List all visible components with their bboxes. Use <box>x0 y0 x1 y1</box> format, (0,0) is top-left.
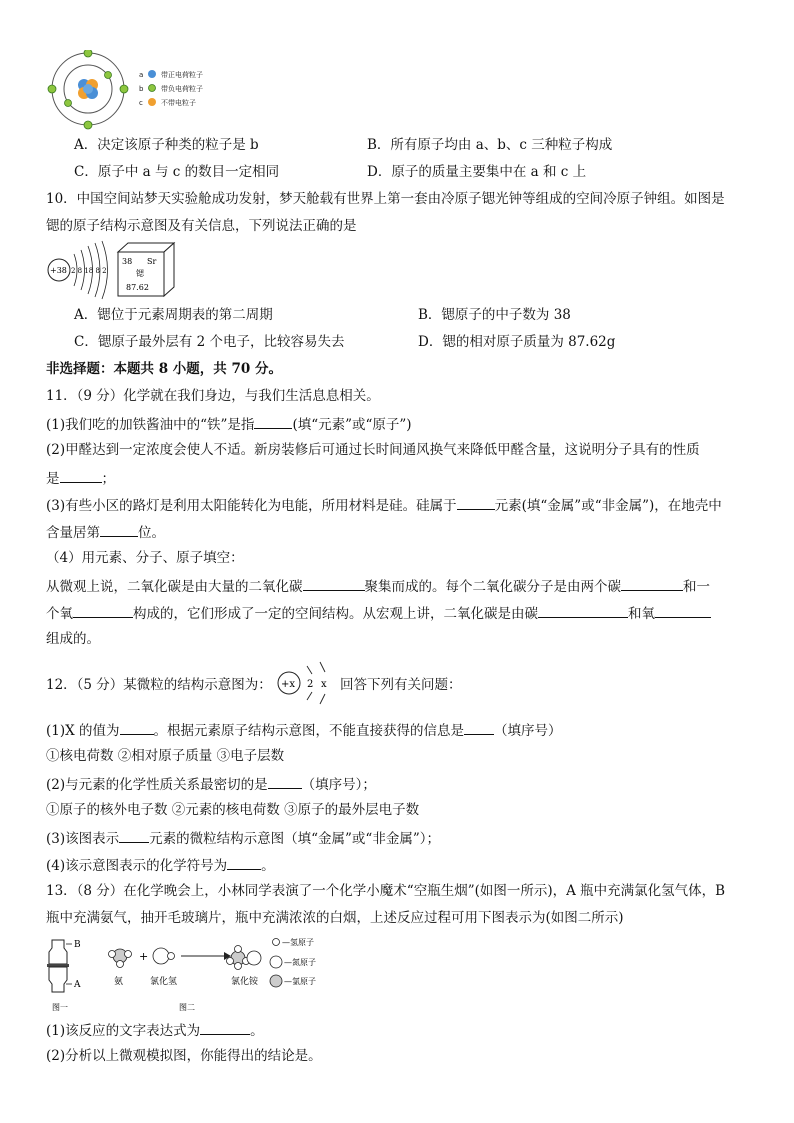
hydrogen-atom <box>125 951 132 958</box>
q12-p1-c: （填序号） <box>494 723 562 739</box>
product-label: 氯化铵 <box>231 977 259 987</box>
legend-proton-icon <box>148 70 156 78</box>
q11-p4-text-c: 和一 <box>683 579 710 595</box>
strontium-figure <box>46 240 206 300</box>
legend-key-b: b <box>139 85 144 93</box>
q11-part2-line2 <box>46 468 115 488</box>
hydrogen-atom <box>235 946 242 953</box>
q11-p4-text-f: 和氧 <box>628 606 655 622</box>
q11-p2-end: ； <box>101 471 115 487</box>
q11-p4-text-e: 构成的，它们形成了一定的空间结构。从宏观上讲，二氧化碳是由碳 <box>133 606 538 622</box>
legend-electron-icon <box>149 85 156 92</box>
q12-part3 <box>46 828 440 848</box>
answer-blank[interactable] <box>254 414 292 429</box>
reaction-figures <box>46 934 336 1016</box>
element-mass: 87.62 <box>126 283 149 292</box>
q11-part3-line1 <box>46 495 722 515</box>
shell-arc <box>307 666 312 674</box>
q13-p1-b: 。 <box>250 1023 264 1039</box>
answer-blank[interactable] <box>268 774 302 789</box>
q10-stem-line2: 锶的原子结构示意图及有关信息，下列说法正确的是 <box>46 218 357 234</box>
q10-option-c: C．锶原子最外层有 2 个电子，比较容易失去 <box>74 334 345 350</box>
legend-nitrogen-icon <box>270 956 282 968</box>
fig2-label: 图二 <box>179 1003 195 1012</box>
q11-intro: 11．（9 分）化学就在我们身边，与我们生活息息相关。 <box>46 388 380 404</box>
answer-blank[interactable] <box>73 603 133 618</box>
q13-stem-line2: 瓶中充满氨气，抽开毛玻璃片，瓶中充满浓浓的白烟，上述反应过程可用下图表示为(如图二所示) <box>46 910 624 926</box>
answer-blank[interactable] <box>200 1020 250 1035</box>
q12-p3-a: (3)该图表示 <box>46 831 120 847</box>
particle-nucleus-label: +x <box>281 679 296 690</box>
legend-text-b: 带负电荷粒子 <box>161 85 203 93</box>
hcl-label: 氯化氢 <box>150 977 178 987</box>
q13-part2: (2)分析以上微观模拟图，你能得出的结论是。 <box>46 1048 322 1064</box>
chlorine-atom <box>153 948 169 964</box>
q12-p1-options: ①核电荷数 ②相对原子质量 ③电子层数 <box>46 748 285 764</box>
q11-p3-end: 位。 <box>138 525 165 541</box>
legend-chlorine-icon <box>270 975 282 987</box>
q11-part4-line2 <box>46 603 711 623</box>
answer-blank[interactable] <box>227 855 261 870</box>
shell2-count: x <box>321 679 327 690</box>
q10-option-a: A．锶位于元素周期表的第二周期 <box>74 307 273 323</box>
q11-p2-text: 是 <box>46 471 60 487</box>
legend-nitrogen: —氮原子 <box>284 958 316 967</box>
q11-part1 <box>46 414 412 434</box>
element-name: 锶 <box>136 269 144 278</box>
legend-chlorine: —氯原子 <box>284 977 316 986</box>
q11-p4-text-a: 从微观上说，二氧化碳是由大量的二氧化碳 <box>46 579 303 595</box>
q12-p1-a: (1)X 的值为 <box>46 723 120 739</box>
shell1-count: 2 <box>307 679 314 690</box>
electron <box>84 121 92 129</box>
shell-arc <box>320 662 325 672</box>
q10-option-b: B．锶原子的中子数为 38 <box>418 307 571 323</box>
hydrogen-atom <box>117 961 124 968</box>
proton <box>83 84 93 94</box>
q10-stem-line1: 10．中国空间站梦天实验舱成功发射，梦天舱载有世界上第一套由冷原子锶光钟等组成的空间冷原子钟组。如图是 <box>46 191 725 207</box>
q12-p2-options: ①原子的核外电子数 ②元素的核电荷数 ③原子的最外层电子数 <box>46 802 420 818</box>
particle-structure-figure <box>272 660 334 706</box>
q12-part1 <box>46 720 562 740</box>
q13-stem-line1: 13．（8 分）在化学晚会上，小林同学表演了一个化学小魔术“空瓶生烟”(如图一所示)，A 瓶中充满氯化氢气体，B <box>46 883 726 899</box>
hydrogen-atom <box>168 953 175 960</box>
q12-part4 <box>46 855 275 875</box>
legend-neutron-icon <box>148 98 156 106</box>
chlorine-atom <box>247 951 261 965</box>
sr-nucleus-label: +38 <box>50 266 67 275</box>
reaction-svg <box>46 934 336 1016</box>
bottle-b-label: B <box>74 940 81 950</box>
bottle-b <box>49 940 67 964</box>
q13-p1-a: (1)该反应的文字表达式为 <box>46 1023 201 1039</box>
electron <box>120 85 128 93</box>
electron <box>48 85 56 93</box>
atom-structure-figure <box>44 50 214 130</box>
q11-p4-line3: 组成的。 <box>46 631 100 647</box>
particle-structure-svg <box>272 660 334 706</box>
q11-p1-hint: (填“元素”或“原子”) <box>292 417 412 433</box>
q11-p3-hint: 元素(填“金属”或“非金属”)，在地壳中 <box>494 498 722 514</box>
q11-p4-title: （4）用元素、分子、原子填空： <box>46 550 244 566</box>
legend-text-a: 带正电荷粒子 <box>161 71 203 79</box>
element-symbol: Sr <box>147 257 157 266</box>
plus-sign: + <box>139 950 149 963</box>
q13-part1 <box>46 1020 264 1040</box>
electron <box>105 72 112 79</box>
q12-p2-a: (2)与元素的化学性质关系最密切的是 <box>46 777 268 793</box>
legend-text-c: 不带电粒子 <box>161 99 196 107</box>
fig1-label: 图一 <box>52 1003 68 1012</box>
answer-blank[interactable] <box>60 468 102 483</box>
q9-option-a: A．决定该原子种类的粒子是 b <box>74 137 259 153</box>
answer-blank[interactable] <box>457 495 495 510</box>
q9-option-c: C．原子中 a 与 c 的数目一定相同 <box>74 164 280 180</box>
legend-key-c: c <box>139 99 143 107</box>
q12-intro-after: 回答下列有关问题： <box>340 677 462 693</box>
answer-blank[interactable] <box>120 720 154 735</box>
q11-p1-text: (1)我们吃的加铁酱油中的“铁”是指 <box>46 417 255 433</box>
q12-p4-a: (4)该示意图表示的化学符号为 <box>46 858 228 874</box>
q12-p2-b: （填序号）； <box>301 777 376 793</box>
q11-part4-line1 <box>46 576 710 596</box>
answer-blank[interactable] <box>655 603 711 618</box>
q11-p2-line1: (2)甲醛达到一定浓度会使人不适。新房装修后可通过长时间通风换气来降低甲醛含量，这说明分子具有的性质 <box>46 442 700 458</box>
element-number: 38 <box>122 257 133 266</box>
q9-option-b: B．所有原子均由 a、b、c 三种粒子构成 <box>367 137 613 153</box>
bottle-a-label: A <box>74 980 81 990</box>
q12-intro-text: 12．（5 分）某微粒的结构示意图为： <box>46 677 272 693</box>
q12-p1-b: 。根据元素原子结构示意图，不能直接获得的信息是 <box>153 723 465 739</box>
q10-option-d: D．锶的相对原子质量为 87.62g <box>418 334 616 350</box>
legend-hydrogen-icon <box>273 939 280 946</box>
electron <box>84 50 92 57</box>
sr-shell-electrons: 2 8 18 8 2 <box>71 267 107 275</box>
q9-option-d: D．原子的质量主要集中在 a 和 c 上 <box>367 164 587 180</box>
q11-p4-text-b: 聚集而成的。每个二氧化碳分子是由两个碳 <box>364 579 621 595</box>
ammonia-label: 氨 <box>114 977 124 987</box>
shell-arc <box>320 694 325 704</box>
q11-part3-line2 <box>46 522 165 542</box>
bottle-a <box>49 967 67 992</box>
hydrogen-atom <box>227 958 234 965</box>
shell-arc <box>307 692 312 700</box>
legend-hydrogen: —氢原子 <box>282 938 314 947</box>
q12-p4-b: 。 <box>261 858 275 874</box>
answer-blank[interactable] <box>621 576 683 591</box>
q11-p3-text2: 含量居第 <box>46 525 100 541</box>
q11-p3-text: (3)有些小区的路灯是利用太阳能转化为电能，所用材料是硅。硅属于 <box>46 498 457 514</box>
strontium-svg <box>46 240 206 300</box>
hydrogen-atom <box>109 951 116 958</box>
section-header: 非选择题：本题共 8 小题，共 70 分。 <box>46 361 282 377</box>
element-card-side <box>164 243 174 296</box>
atom-structure-svg <box>44 50 214 130</box>
q12-part2 <box>46 774 376 794</box>
q12-p3-b: 元素的微粒结构示意图（填“金属”或“非金属”）； <box>149 831 440 847</box>
electron <box>65 100 72 107</box>
answer-blank[interactable] <box>303 576 365 591</box>
answer-blank[interactable] <box>100 522 138 537</box>
answer-blank[interactable] <box>538 603 628 618</box>
answer-blank[interactable] <box>464 720 494 735</box>
hydrogen-atom <box>235 963 242 970</box>
answer-blank[interactable] <box>119 828 149 843</box>
q11-p4-text-d: 个氧 <box>46 606 73 622</box>
legend-key-a: a <box>139 71 144 79</box>
